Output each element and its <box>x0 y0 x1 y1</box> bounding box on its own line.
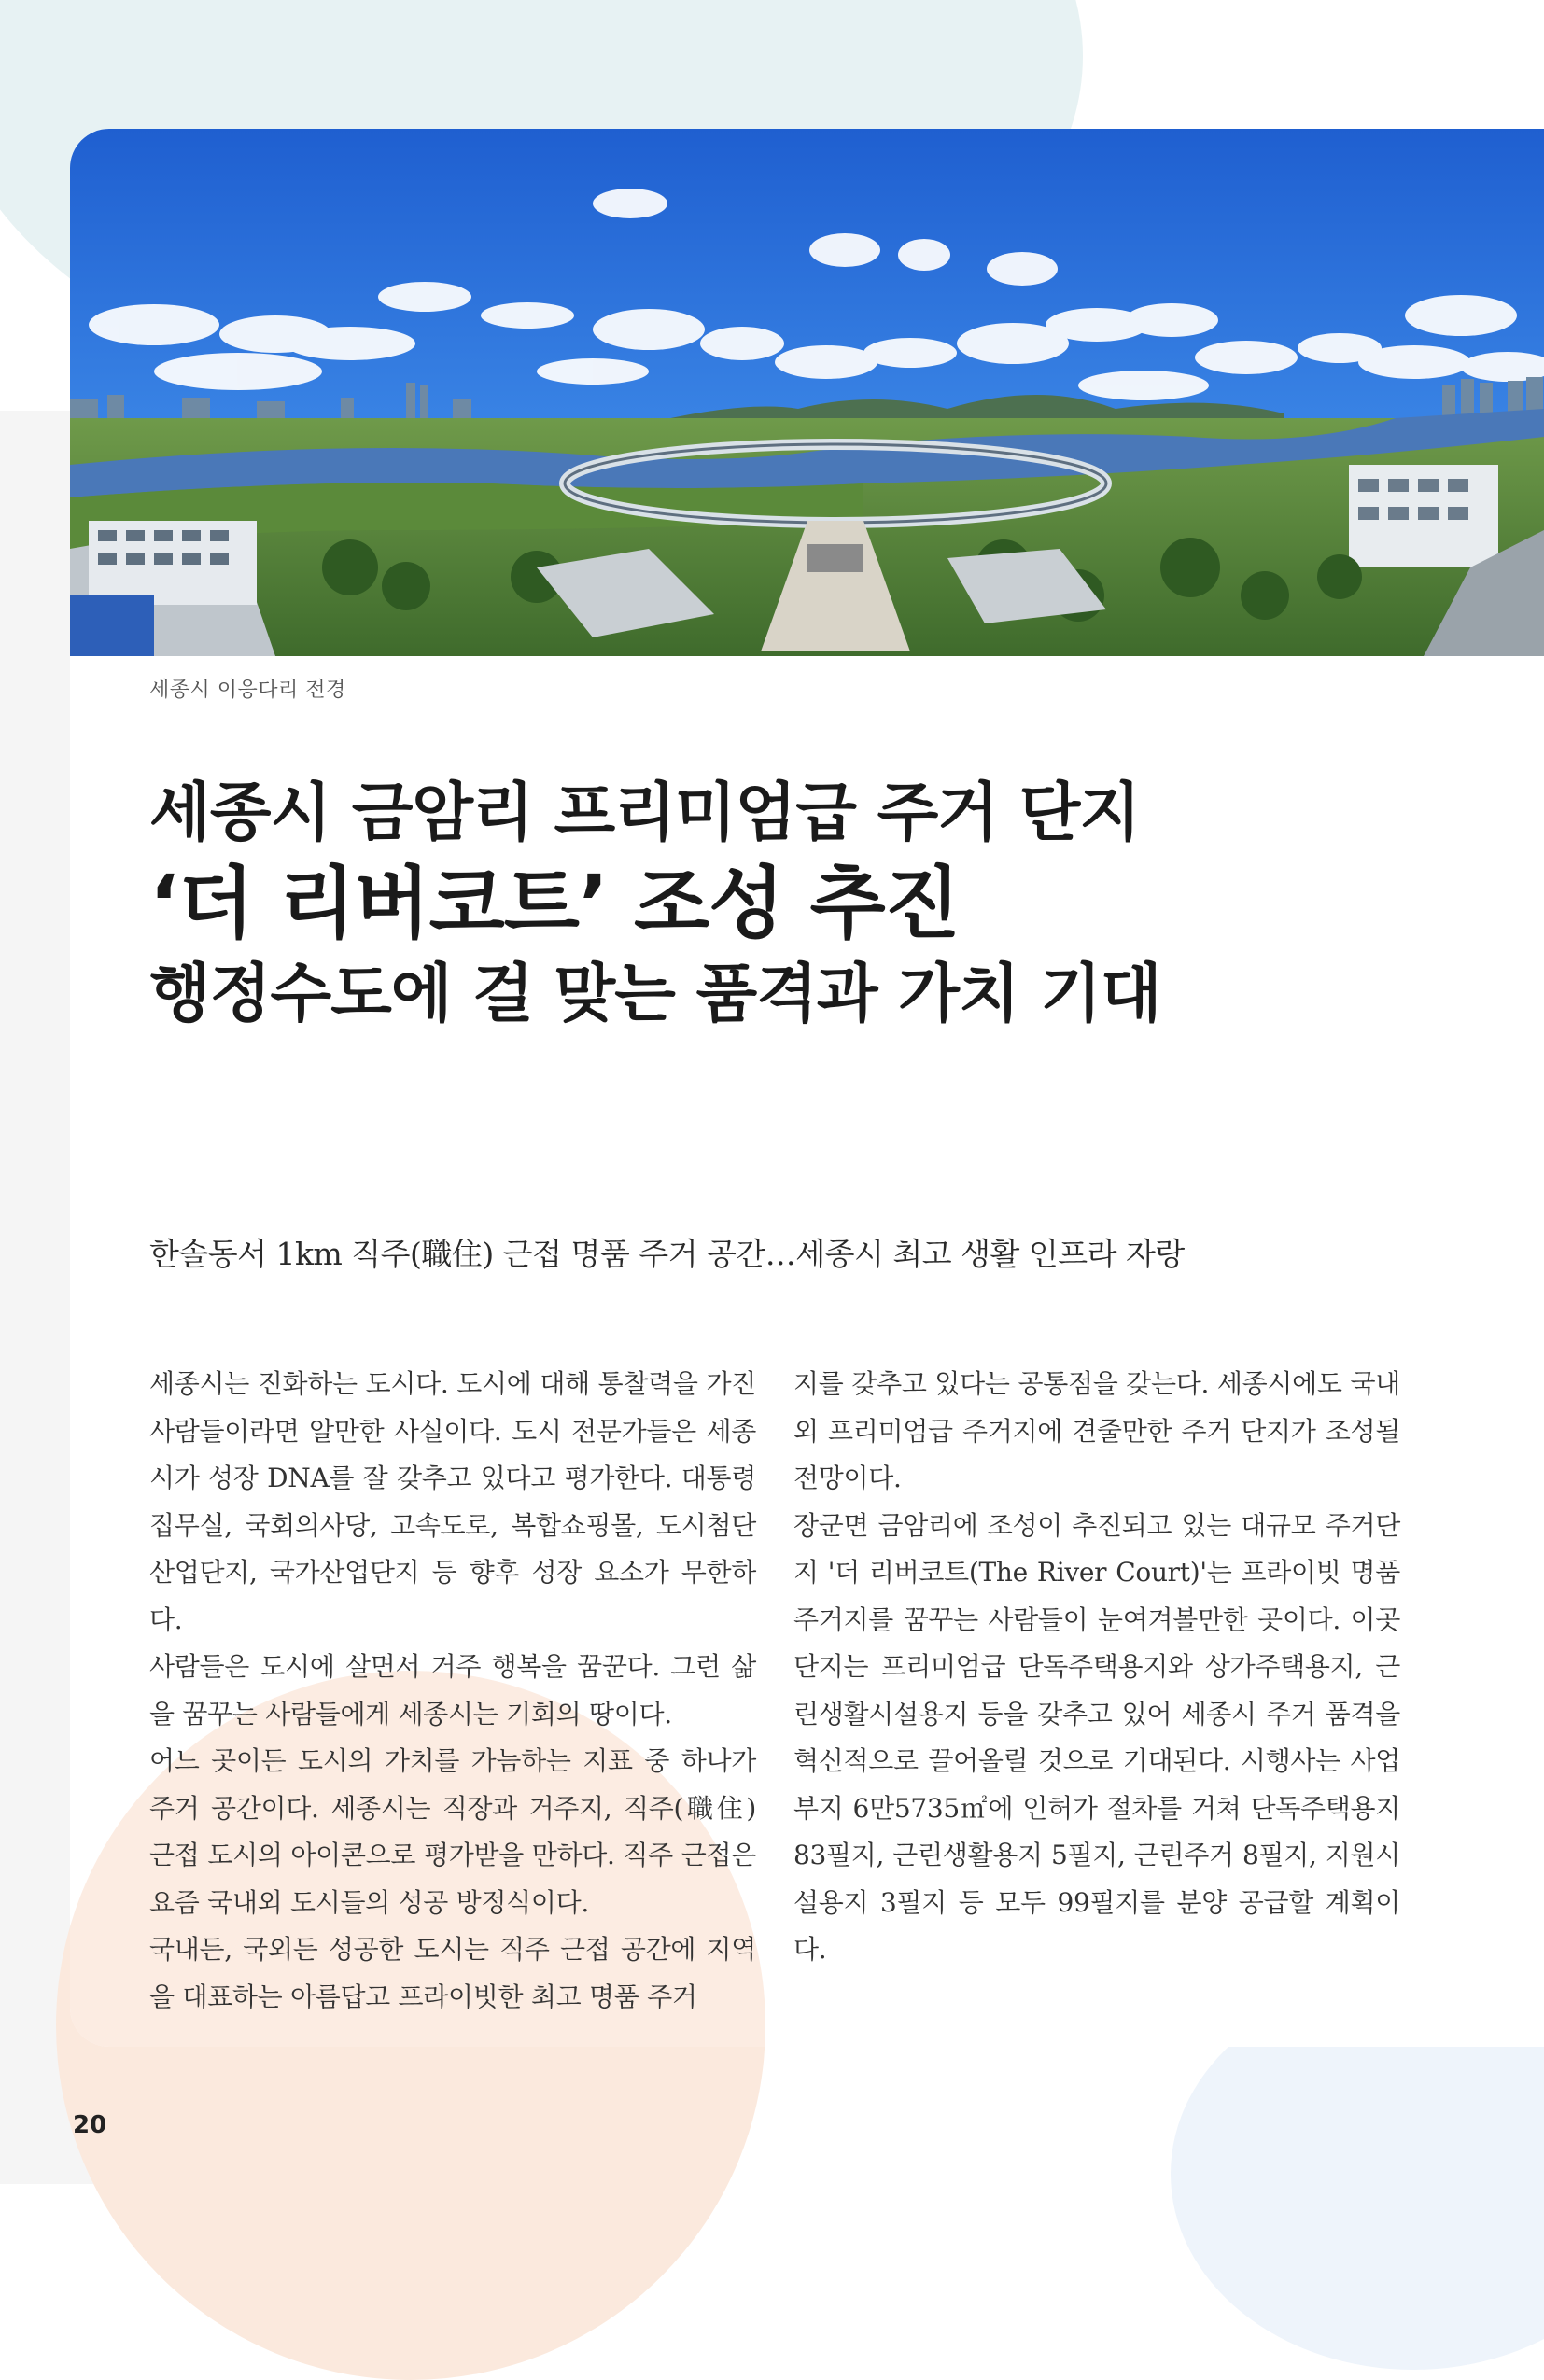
headline-line-2: ‘더 리버코트’ 조성 추진 <box>149 858 960 949</box>
page-number: 20 <box>73 2111 107 2139</box>
paragraph: 국내든, 국외든 성공한 도시는 직주 근접 공간에 지역을 대표하는 아름답고 프라이빗한 최고 명품 주거 <box>149 1934 756 2012</box>
headline-line-3: 행정수도에 걸 맞는 품격과 가치 기대 <box>149 958 1161 1031</box>
paragraph: 세종시는 진화하는 도시다. 도시에 대해 통찰력을 가진 사람들이라면 알만한 사실이다. 도시 전문가들은 세종시가 성장 DNA를 잘 갖추고 있다고 평가한다. 대통령집무실, 국회의사당, 고속도로, 복합쇼핑몰, 도시첨단산업단지, 국가산업단지 등 향후 성장 요소가 무한하다. <box>149 1368 756 1635</box>
body-column-right <box>793 1361 1400 1974</box>
photo-caption: 세종시 이응다리 전경 <box>149 679 346 702</box>
subheadline: 한솔동서 1km 직주(職住) 근접 명품 주거 공간…세종시 최고 생활 인프라 자랑 <box>149 1236 1185 1272</box>
body-column-left <box>149 1361 756 2021</box>
bridge-panorama-illustration <box>70 129 1544 656</box>
paragraph: 장군면 금암리에 조성이 추진되고 있는 대규모 주거단지 '더 리버코트(The River Court)'는 프라이빗 명품 주거지를 꿈꾸는 사람들이 눈여겨볼만한 곳이다. 이곳 단지는 프리미엄급 단독주택용지와 상가주택용지, 근린생활시설용지 등을 갖추고 있어 세종시 주거 품격을 혁신적으로 끌어올릴 것으로 기대된다. 시행사는 사업부지 6만5735㎡에 인허가 절차를 거쳐 단독주택용지 83필지, 근린생활용지 5필지, 근린주거 8필지, 지원시설용지 3필지 등 모두 99필지를 분양 공급할 계획이다. <box>793 1509 1400 1965</box>
paragraph: 지를 갖추고 있다는 공통점을 갖는다. 세종시에도 국내외 프리미엄급 주거지에 견줄만한 주거 단지가 조성될 전망이다. <box>793 1368 1400 1493</box>
paragraph: 사람들은 도시에 살면서 거주 행복을 꿈꾼다. 그런 삶을 꿈꾸는 사람들에게 세종시는 기회의 땅이다. <box>149 1651 756 1729</box>
hero-photo <box>70 129 1544 656</box>
headline <box>149 773 1161 1038</box>
headline-line-1: 세종시 금암리 프리미엄급 주거 단지 <box>149 777 1141 850</box>
paragraph: 어느 곳이든 도시의 가치를 가늠하는 지표 중 하나가 주거 공간이다. 세종시는 직장과 거주지, 직주(職住) 근접 도시의 아이콘으로 평가받을 만하다. 직주 근접은 요즘 국내외 도시들의 성공 방정식이다. <box>149 1745 756 1918</box>
article-card <box>70 129 1544 2047</box>
